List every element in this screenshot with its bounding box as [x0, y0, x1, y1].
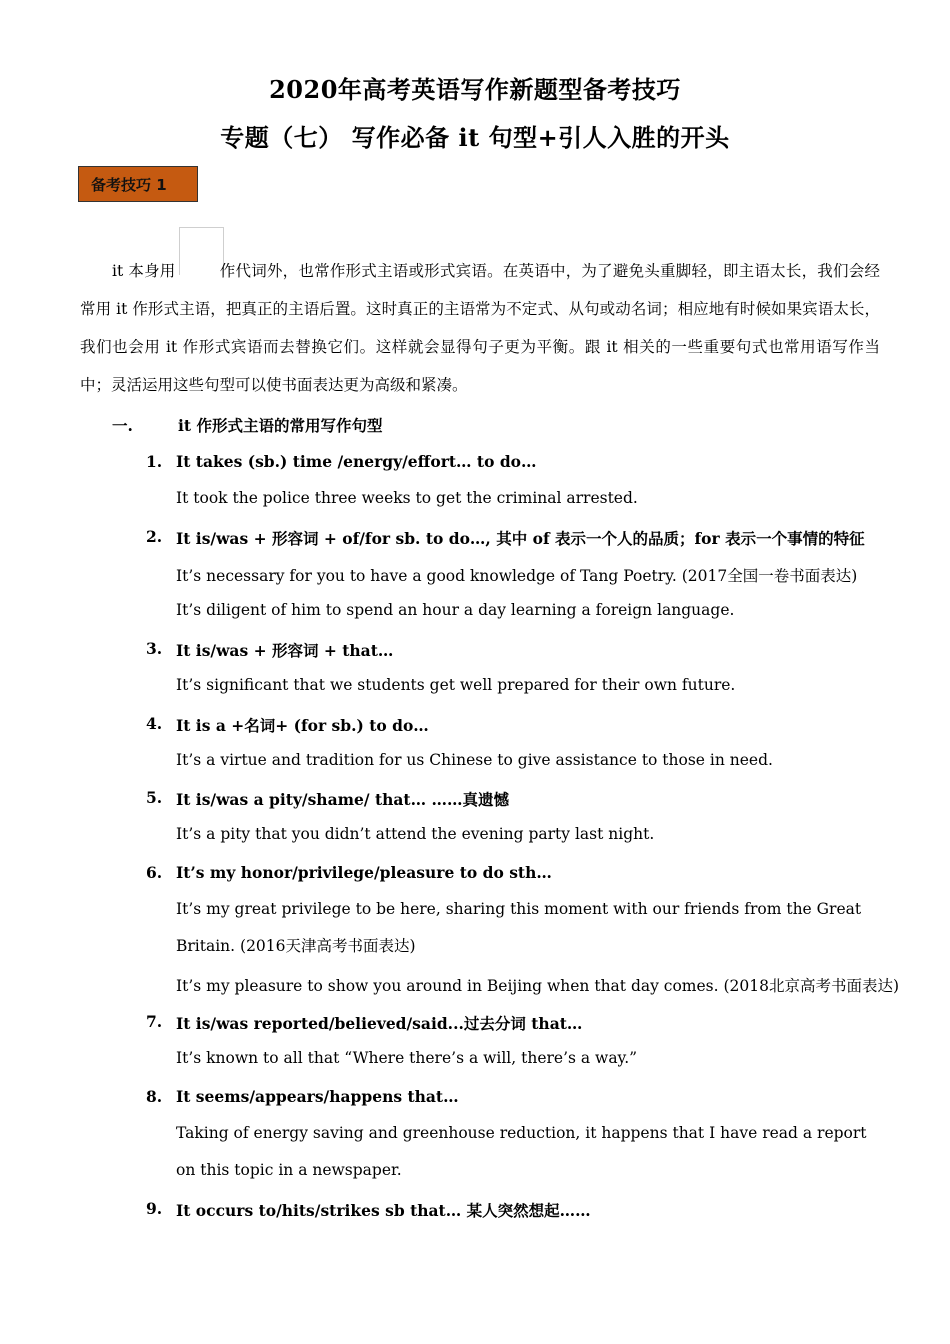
item-example: It’s significant that we students get well prepared for their own future.	[176, 676, 736, 694]
item-number: 4.	[146, 714, 163, 733]
page-subtitle: 专题（七） 写作必备 it 句型+引人入胜的开头	[220, 123, 730, 152]
item-example: It’s my great privilege to be here, sharing this moment with our friends from the Great Britain. (2016天津高考书面表达)	[176, 900, 862, 955]
item-number: 3.	[146, 639, 163, 658]
item-example: It’s diligent of him to spend an hour a day learning a foreign language.	[176, 601, 735, 619]
intro-paragraph	[80, 252, 880, 404]
item-example: It took the police three weeks to get the criminal arrested.	[176, 489, 638, 507]
item-rule: It seems/appears/happens that…	[176, 1087, 459, 1106]
item-rule: It’s my honor/privilege/pleasure to do sth…	[176, 863, 552, 882]
item-example: It’s a virtue and tradition for us Chinese to give assistance to those in need.	[176, 751, 773, 769]
item-rule: It is a +名词+ (for sb.) to do…	[176, 716, 429, 735]
section-heading: it 作形式主语的常用写作句型	[178, 416, 383, 435]
item-rule: It occurs to/hits/strikes sb that… 某人突然想起……	[176, 1201, 591, 1220]
item-example: It’s necessary for you to have a good knowledge of Tang Poetry. (2017全国一卷书面表达)	[176, 567, 858, 585]
item-example: Taking of energy saving and greenhouse reduction, it happens that I have read a report on this topic in a newspaper.	[176, 1124, 867, 1179]
item-rule: It takes (sb.) time /energy/effort… to do…	[176, 452, 537, 471]
item-number: 7.	[146, 1012, 163, 1031]
item-rule: It is/was + 形容词 + of/for sb. to do…, 其中 of 表示一个人的品质；for 表示一个事情的特征	[176, 529, 865, 548]
item-example: It’s my pleasure to show you around in Beijing when that day comes. (2018北京高考书面表达)	[176, 977, 900, 995]
item-rule: It is/was + 形容词 + that…	[176, 641, 394, 660]
intro-part1: it 本身用	[112, 262, 176, 280]
section-number: 一.	[112, 416, 133, 435]
item-number: 2.	[146, 527, 163, 546]
item-rule: It is/was reported/believed/said...过去分词 that…	[176, 1014, 583, 1033]
section-tag: 备考技巧 1	[78, 166, 198, 202]
item-example: It’s a pity that you didn’t attend the evening party last night.	[176, 825, 655, 843]
item-number: 9.	[146, 1199, 163, 1218]
item-number: 6.	[146, 863, 163, 882]
page-title: 2020年高考英语写作新题型备考技巧	[269, 75, 681, 104]
item-number: 5.	[146, 788, 163, 807]
item-rule: It is/was a pity/shame/ that… ……真遗憾	[176, 790, 509, 809]
item-example: It’s known to all that “Where there’s a will, there’s a way.”	[176, 1049, 638, 1067]
intro-part2: 作代词外，也常作形式主语或形式宾语。在英语中，为了避免头重脚轻，即主语太长，我们会经常用 it 作形式主语，把真正的主语后置。这时真正的主语常为不定式、从句或动名词；相应地有时候如果宾语太长，我们也会用 it 作形式宾语而去替换它们。这样就会显得句子更为平衡。跟 it 相关的一些重要句式也常用语写作当中；灵活运用这些句型可以使书面表达更为高级和紧凑。	[80, 262, 880, 394]
item-number: 8.	[146, 1087, 163, 1106]
item-number: 1.	[146, 452, 163, 471]
